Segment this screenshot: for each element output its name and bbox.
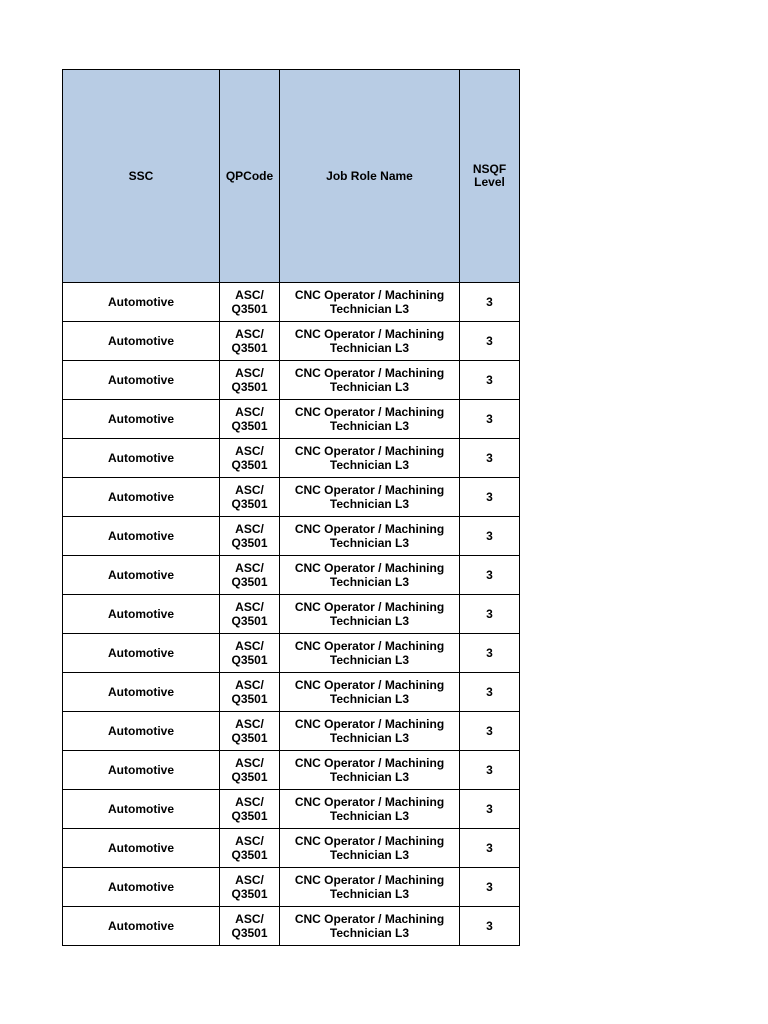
cell-qpcode-line1: ASC/ — [235, 834, 264, 848]
cell-qpcode-line2: Q3501 — [231, 341, 268, 355]
cell-job-role-line2: Technician L3 — [329, 692, 410, 706]
table-row — [63, 712, 520, 751]
cell-job-role-name — [280, 478, 460, 517]
cell-nsqf-level: 3 — [460, 400, 520, 439]
cell-qpcode-line2: Q3501 — [231, 653, 268, 667]
cell-job-role-line1: CNC Operator / Machining — [294, 366, 445, 380]
cell-job-role-line2: Technician L3 — [329, 653, 410, 667]
table-row — [63, 595, 520, 634]
cell-job-role-name — [280, 790, 460, 829]
cell-qpcode — [220, 712, 280, 751]
cell-qpcode-line2: Q3501 — [231, 497, 268, 511]
table-row — [63, 556, 520, 595]
cell-qpcode — [220, 673, 280, 712]
cell-qpcode-line1: ASC/ — [235, 327, 264, 341]
cell-job-role-line1: CNC Operator / Machining — [294, 873, 445, 887]
cell-nsqf-level: 3 — [460, 556, 520, 595]
table-row — [63, 478, 520, 517]
cell-job-role-name — [280, 517, 460, 556]
cell-qpcode — [220, 829, 280, 868]
cell-qpcode-line2: Q3501 — [231, 731, 268, 745]
cell-qpcode-line1: ASC/ — [235, 873, 264, 887]
cell-job-role-line2: Technician L3 — [329, 731, 410, 745]
cell-qpcode-line1: ASC/ — [235, 717, 264, 731]
cell-qpcode — [220, 751, 280, 790]
cell-job-role-name — [280, 907, 460, 946]
cell-job-role-line2: Technician L3 — [329, 497, 410, 511]
cell-job-role-name — [280, 829, 460, 868]
table-row — [63, 283, 520, 322]
table-header — [63, 70, 520, 283]
cell-job-role-name — [280, 439, 460, 478]
cell-qpcode-line2: Q3501 — [231, 458, 268, 472]
cell-qpcode-line2: Q3501 — [231, 692, 268, 706]
cell-job-role-name — [280, 283, 460, 322]
cell-qpcode-line1: ASC/ — [235, 639, 264, 653]
cell-qpcode-line1: ASC/ — [235, 366, 264, 380]
cell-qpcode-line2: Q3501 — [231, 770, 268, 784]
cell-job-role-line2: Technician L3 — [329, 341, 410, 355]
header-nsqf-level-line2: Level — [474, 175, 505, 189]
cell-nsqf-level: 3 — [460, 283, 520, 322]
header-row — [63, 70, 520, 283]
cell-qpcode — [220, 283, 280, 322]
cell-nsqf-level: 3 — [460, 634, 520, 673]
cell-qpcode-line2: Q3501 — [231, 419, 268, 433]
cell-qpcode-line1: ASC/ — [235, 678, 264, 692]
cell-qpcode-line1: ASC/ — [235, 522, 264, 536]
cell-qpcode-line1: ASC/ — [235, 600, 264, 614]
cell-job-role-line1: CNC Operator / Machining — [294, 912, 445, 926]
cell-qpcode — [220, 595, 280, 634]
cell-job-role-name — [280, 673, 460, 712]
job-roles-table — [62, 69, 520, 946]
cell-job-role-line2: Technician L3 — [329, 536, 410, 550]
cell-job-role-line2: Technician L3 — [329, 575, 410, 589]
cell-job-role-name — [280, 868, 460, 907]
cell-ssc: Automotive — [63, 790, 220, 829]
cell-qpcode-line1: ASC/ — [235, 561, 264, 575]
header-job-role-name: Job Role Name — [280, 70, 460, 283]
table-row — [63, 673, 520, 712]
cell-ssc: Automotive — [63, 673, 220, 712]
cell-ssc: Automotive — [63, 400, 220, 439]
cell-job-role-line1: CNC Operator / Machining — [294, 444, 445, 458]
cell-qpcode — [220, 868, 280, 907]
cell-ssc: Automotive — [63, 751, 220, 790]
table-row — [63, 322, 520, 361]
cell-qpcode — [220, 439, 280, 478]
cell-job-role-line1: CNC Operator / Machining — [294, 639, 445, 653]
cell-job-role-line1: CNC Operator / Machining — [294, 522, 445, 536]
cell-job-role-name — [280, 322, 460, 361]
cell-job-role-name — [280, 400, 460, 439]
cell-job-role-name — [280, 712, 460, 751]
cell-nsqf-level: 3 — [460, 712, 520, 751]
header-nsqf-level — [460, 70, 520, 283]
cell-ssc: Automotive — [63, 556, 220, 595]
table-row — [63, 829, 520, 868]
cell-nsqf-level: 3 — [460, 517, 520, 556]
cell-qpcode-line2: Q3501 — [231, 809, 268, 823]
cell-ssc: Automotive — [63, 634, 220, 673]
cell-nsqf-level: 3 — [460, 595, 520, 634]
cell-ssc: Automotive — [63, 283, 220, 322]
cell-nsqf-level: 3 — [460, 868, 520, 907]
cell-job-role-line2: Technician L3 — [329, 614, 410, 628]
cell-qpcode — [220, 322, 280, 361]
header-qpcode: QPCode — [220, 70, 280, 283]
cell-job-role-name — [280, 361, 460, 400]
cell-qpcode-line2: Q3501 — [231, 614, 268, 628]
cell-ssc: Automotive — [63, 907, 220, 946]
cell-job-role-line1: CNC Operator / Machining — [294, 717, 445, 731]
cell-job-role-line1: CNC Operator / Machining — [294, 288, 445, 302]
cell-job-role-line1: CNC Operator / Machining — [294, 834, 445, 848]
cell-job-role-name — [280, 556, 460, 595]
cell-qpcode-line1: ASC/ — [235, 483, 264, 497]
cell-job-role-line1: CNC Operator / Machining — [294, 795, 445, 809]
table-body — [63, 283, 520, 946]
cell-job-role-line2: Technician L3 — [329, 770, 410, 784]
cell-qpcode — [220, 790, 280, 829]
cell-job-role-line1: CNC Operator / Machining — [294, 678, 445, 692]
header-nsqf-level-line1: NSQF — [472, 162, 507, 176]
cell-job-role-line2: Technician L3 — [329, 302, 410, 316]
cell-nsqf-level: 3 — [460, 322, 520, 361]
table-row — [63, 634, 520, 673]
cell-job-role-line1: CNC Operator / Machining — [294, 600, 445, 614]
table-row — [63, 517, 520, 556]
cell-job-role-line1: CNC Operator / Machining — [294, 327, 445, 341]
cell-job-role-line1: CNC Operator / Machining — [294, 405, 445, 419]
cell-ssc: Automotive — [63, 478, 220, 517]
table-row — [63, 751, 520, 790]
cell-qpcode-line1: ASC/ — [235, 756, 264, 770]
cell-qpcode — [220, 400, 280, 439]
cell-ssc: Automotive — [63, 595, 220, 634]
cell-qpcode — [220, 634, 280, 673]
cell-job-role-line1: CNC Operator / Machining — [294, 561, 445, 575]
cell-nsqf-level: 3 — [460, 673, 520, 712]
cell-qpcode — [220, 907, 280, 946]
cell-qpcode-line2: Q3501 — [231, 575, 268, 589]
cell-nsqf-level: 3 — [460, 829, 520, 868]
cell-job-role-line2: Technician L3 — [329, 458, 410, 472]
cell-job-role-line1: CNC Operator / Machining — [294, 483, 445, 497]
cell-ssc: Automotive — [63, 868, 220, 907]
table-row — [63, 439, 520, 478]
cell-ssc: Automotive — [63, 712, 220, 751]
table-row — [63, 907, 520, 946]
table-row — [63, 361, 520, 400]
cell-qpcode-line2: Q3501 — [231, 887, 268, 901]
cell-ssc: Automotive — [63, 361, 220, 400]
cell-qpcode-line2: Q3501 — [231, 302, 268, 316]
cell-job-role-line2: Technician L3 — [329, 848, 410, 862]
cell-job-role-line2: Technician L3 — [329, 419, 410, 433]
cell-job-role-name — [280, 751, 460, 790]
cell-qpcode — [220, 556, 280, 595]
cell-ssc: Automotive — [63, 322, 220, 361]
cell-qpcode — [220, 478, 280, 517]
cell-job-role-name — [280, 595, 460, 634]
cell-qpcode-line2: Q3501 — [231, 380, 268, 394]
cell-job-role-name — [280, 634, 460, 673]
cell-nsqf-level: 3 — [460, 439, 520, 478]
cell-qpcode-line2: Q3501 — [231, 848, 268, 862]
cell-qpcode-line1: ASC/ — [235, 444, 264, 458]
cell-ssc: Automotive — [63, 439, 220, 478]
cell-job-role-line1: CNC Operator / Machining — [294, 756, 445, 770]
cell-nsqf-level: 3 — [460, 790, 520, 829]
header-ssc: SSC — [63, 70, 220, 283]
cell-nsqf-level: 3 — [460, 907, 520, 946]
cell-ssc: Automotive — [63, 517, 220, 556]
table-row — [63, 790, 520, 829]
cell-qpcode-line1: ASC/ — [235, 795, 264, 809]
cell-job-role-line2: Technician L3 — [329, 380, 410, 394]
cell-job-role-line2: Technician L3 — [329, 887, 410, 901]
cell-qpcode-line2: Q3501 — [231, 926, 268, 940]
table-row — [63, 868, 520, 907]
table-row — [63, 400, 520, 439]
cell-nsqf-level: 3 — [460, 478, 520, 517]
cell-job-role-line2: Technician L3 — [329, 926, 410, 940]
cell-job-role-line2: Technician L3 — [329, 809, 410, 823]
cell-qpcode-line1: ASC/ — [235, 405, 264, 419]
cell-qpcode-line1: ASC/ — [235, 288, 264, 302]
cell-qpcode — [220, 517, 280, 556]
cell-ssc: Automotive — [63, 829, 220, 868]
cell-nsqf-level: 3 — [460, 751, 520, 790]
cell-qpcode — [220, 361, 280, 400]
cell-qpcode-line2: Q3501 — [231, 536, 268, 550]
cell-nsqf-level: 3 — [460, 361, 520, 400]
cell-qpcode-line1: ASC/ — [235, 912, 264, 926]
